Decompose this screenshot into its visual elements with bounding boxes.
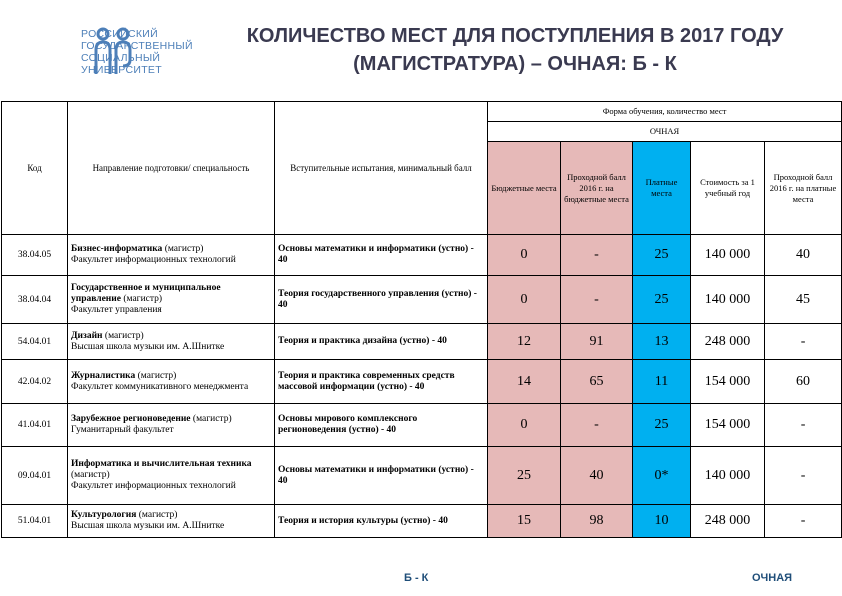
logo-line: УНИВЕРСИТЕТ <box>81 64 162 76</box>
cell-direction <box>68 360 275 404</box>
page-title <box>190 22 840 78</box>
header-cost: Стоимость за 1 учебный год <box>691 142 765 235</box>
faculty-name: Факультет информационных технологий <box>71 255 236 265</box>
faculty-name: Факультет информационных технологий <box>71 481 236 491</box>
faculty-name: Факультет управления <box>71 305 162 315</box>
cell-pass-paid: - <box>765 324 842 360</box>
table-row <box>2 276 842 324</box>
cell-exam: Основы математики и информатики (устно) - 40 <box>275 447 488 505</box>
table-row <box>2 235 842 276</box>
header-budget: Бюджетные места <box>488 142 561 235</box>
cell-exam: Теория и практика современных средств массовой информации (устно) - 40 <box>275 360 488 404</box>
footer-form: ОЧНАЯ <box>752 572 793 584</box>
direction-suffix: (магистр) <box>120 294 163 304</box>
cell-cost: 140 000 <box>691 447 765 505</box>
cell-code: 42.04.02 <box>2 360 68 404</box>
cell-paid: 0* <box>633 447 691 505</box>
cell-budget: 15 <box>488 505 561 538</box>
logo-line: ГОСУДАРСТВЕННЫЙ <box>81 40 193 52</box>
cell-cost: 154 000 <box>691 360 765 404</box>
admission-table <box>1 101 842 538</box>
footer-range: Б - К <box>404 572 429 584</box>
cell-pass-budget: 91 <box>561 324 633 360</box>
cell-direction <box>68 235 275 276</box>
cell-pass-budget: - <box>561 404 633 447</box>
header-pass-paid: Проходной балл 2016 г. на платные места <box>765 142 842 235</box>
direction-name: Государственное и муниципальное управление <box>71 283 221 304</box>
cell-pass-budget: - <box>561 235 633 276</box>
cell-exam: Основы математики и информатики (устно) - 40 <box>275 235 488 276</box>
table-row <box>2 404 842 447</box>
direction-name: Культурология <box>71 510 137 520</box>
direction-suffix: (магистр) <box>102 330 144 341</box>
cell-direction <box>68 404 275 447</box>
logo-line: РОССИЙСКИЙ <box>81 28 158 40</box>
header-exams: Вступительные испытания, минимальный балл <box>275 102 488 235</box>
faculty-name: Высшая школа музыки им. А.Шнитке <box>71 521 225 531</box>
cell-direction <box>68 447 275 505</box>
direction-name: Бизнес-информатика <box>71 244 163 254</box>
title-line-1: КОЛИЧЕСТВО МЕСТ ДЛЯ ПОСТУПЛЕНИЯ В 2017 ГОДУ <box>246 25 784 47</box>
cell-pass-paid: 45 <box>765 276 842 324</box>
cell-direction <box>68 276 275 324</box>
cell-exam: Теория и практика дизайна (устно) - 40 <box>275 324 488 360</box>
cell-code: 51.04.01 <box>2 505 68 538</box>
cell-budget: 0 <box>488 276 561 324</box>
direction-suffix: (магистр) <box>136 510 178 520</box>
cell-pass-budget: 65 <box>561 360 633 404</box>
cell-direction <box>68 324 275 360</box>
cell-exam: Теория и история культуры (устно) - 40 <box>275 505 488 538</box>
cell-budget: 0 <box>488 404 561 447</box>
cell-pass-budget: 98 <box>561 505 633 538</box>
cell-exam: Теория государственного управления (устно) - 40 <box>275 276 488 324</box>
header-code: Код <box>2 102 68 235</box>
cell-pass-budget: 40 <box>561 447 633 505</box>
direction-suffix: (магистр) <box>135 370 177 381</box>
header-pass-budget: Проходной балл 2016 г. на бюджетные места <box>561 142 633 235</box>
cell-pass-paid: - <box>765 404 842 447</box>
direction-name: Журналистика <box>71 370 136 381</box>
cell-pass-paid: 60 <box>765 360 842 404</box>
cell-budget: 12 <box>488 324 561 360</box>
direction-name: Информатика и вычислительная техника <box>71 459 252 469</box>
cell-cost: 140 000 <box>691 235 765 276</box>
cell-paid: 25 <box>633 235 691 276</box>
cell-exam: Основы мирового комплексного регионоведения (устно) - 40 <box>275 404 488 447</box>
cell-cost: 248 000 <box>691 505 765 538</box>
table-body <box>2 235 842 538</box>
header-paid: Платные места <box>633 142 691 235</box>
cell-pass-budget: - <box>561 276 633 324</box>
cell-paid: 13 <box>633 324 691 360</box>
cell-direction <box>68 505 275 538</box>
logo-line: СОЦИАЛЬНЫЙ <box>81 52 161 64</box>
faculty-name: Гуманитарный факультет <box>71 425 174 435</box>
cell-code: 41.04.01 <box>2 404 68 447</box>
cell-cost: 248 000 <box>691 324 765 360</box>
header-form: Форма обучения, количество мест <box>488 102 842 122</box>
cell-pass-paid: 40 <box>765 235 842 276</box>
title-line-2: (МАГИСТРАТУРА) – ОЧНАЯ: Б - К <box>353 53 677 75</box>
cell-budget: 0 <box>488 235 561 276</box>
direction-name: Дизайн <box>71 330 103 341</box>
cell-paid: 25 <box>633 404 691 447</box>
table-row <box>2 505 842 538</box>
cell-code: 38.04.05 <box>2 235 68 276</box>
direction-suffix: (магистр) <box>190 414 232 424</box>
cell-budget: 25 <box>488 447 561 505</box>
cell-pass-paid: - <box>765 447 842 505</box>
cell-code: 54.04.01 <box>2 324 68 360</box>
cell-budget: 14 <box>488 360 561 404</box>
cell-paid: 11 <box>633 360 691 404</box>
cell-code: 09.04.01 <box>2 447 68 505</box>
cell-pass-paid: - <box>765 505 842 538</box>
faculty-name: Высшая школа музыки им. А.Шнитке <box>71 341 225 352</box>
cell-cost: 154 000 <box>691 404 765 447</box>
direction-suffix: (магистр) <box>162 244 204 254</box>
header-direction: Направление подготовки/ специальность <box>68 102 275 235</box>
cell-cost: 140 000 <box>691 276 765 324</box>
cell-paid: 10 <box>633 505 691 538</box>
cell-paid: 25 <box>633 276 691 324</box>
faculty-name: Факультет коммуникативного менеджмента <box>71 381 249 392</box>
table-row <box>2 324 842 360</box>
direction-name: Зарубежное регионоведение <box>71 414 191 424</box>
direction-suffix: (магистр) <box>71 470 110 480</box>
table-row <box>2 447 842 505</box>
table-row <box>2 360 842 404</box>
header-full-time: ОЧНАЯ <box>488 122 842 142</box>
cell-code: 38.04.04 <box>2 276 68 324</box>
